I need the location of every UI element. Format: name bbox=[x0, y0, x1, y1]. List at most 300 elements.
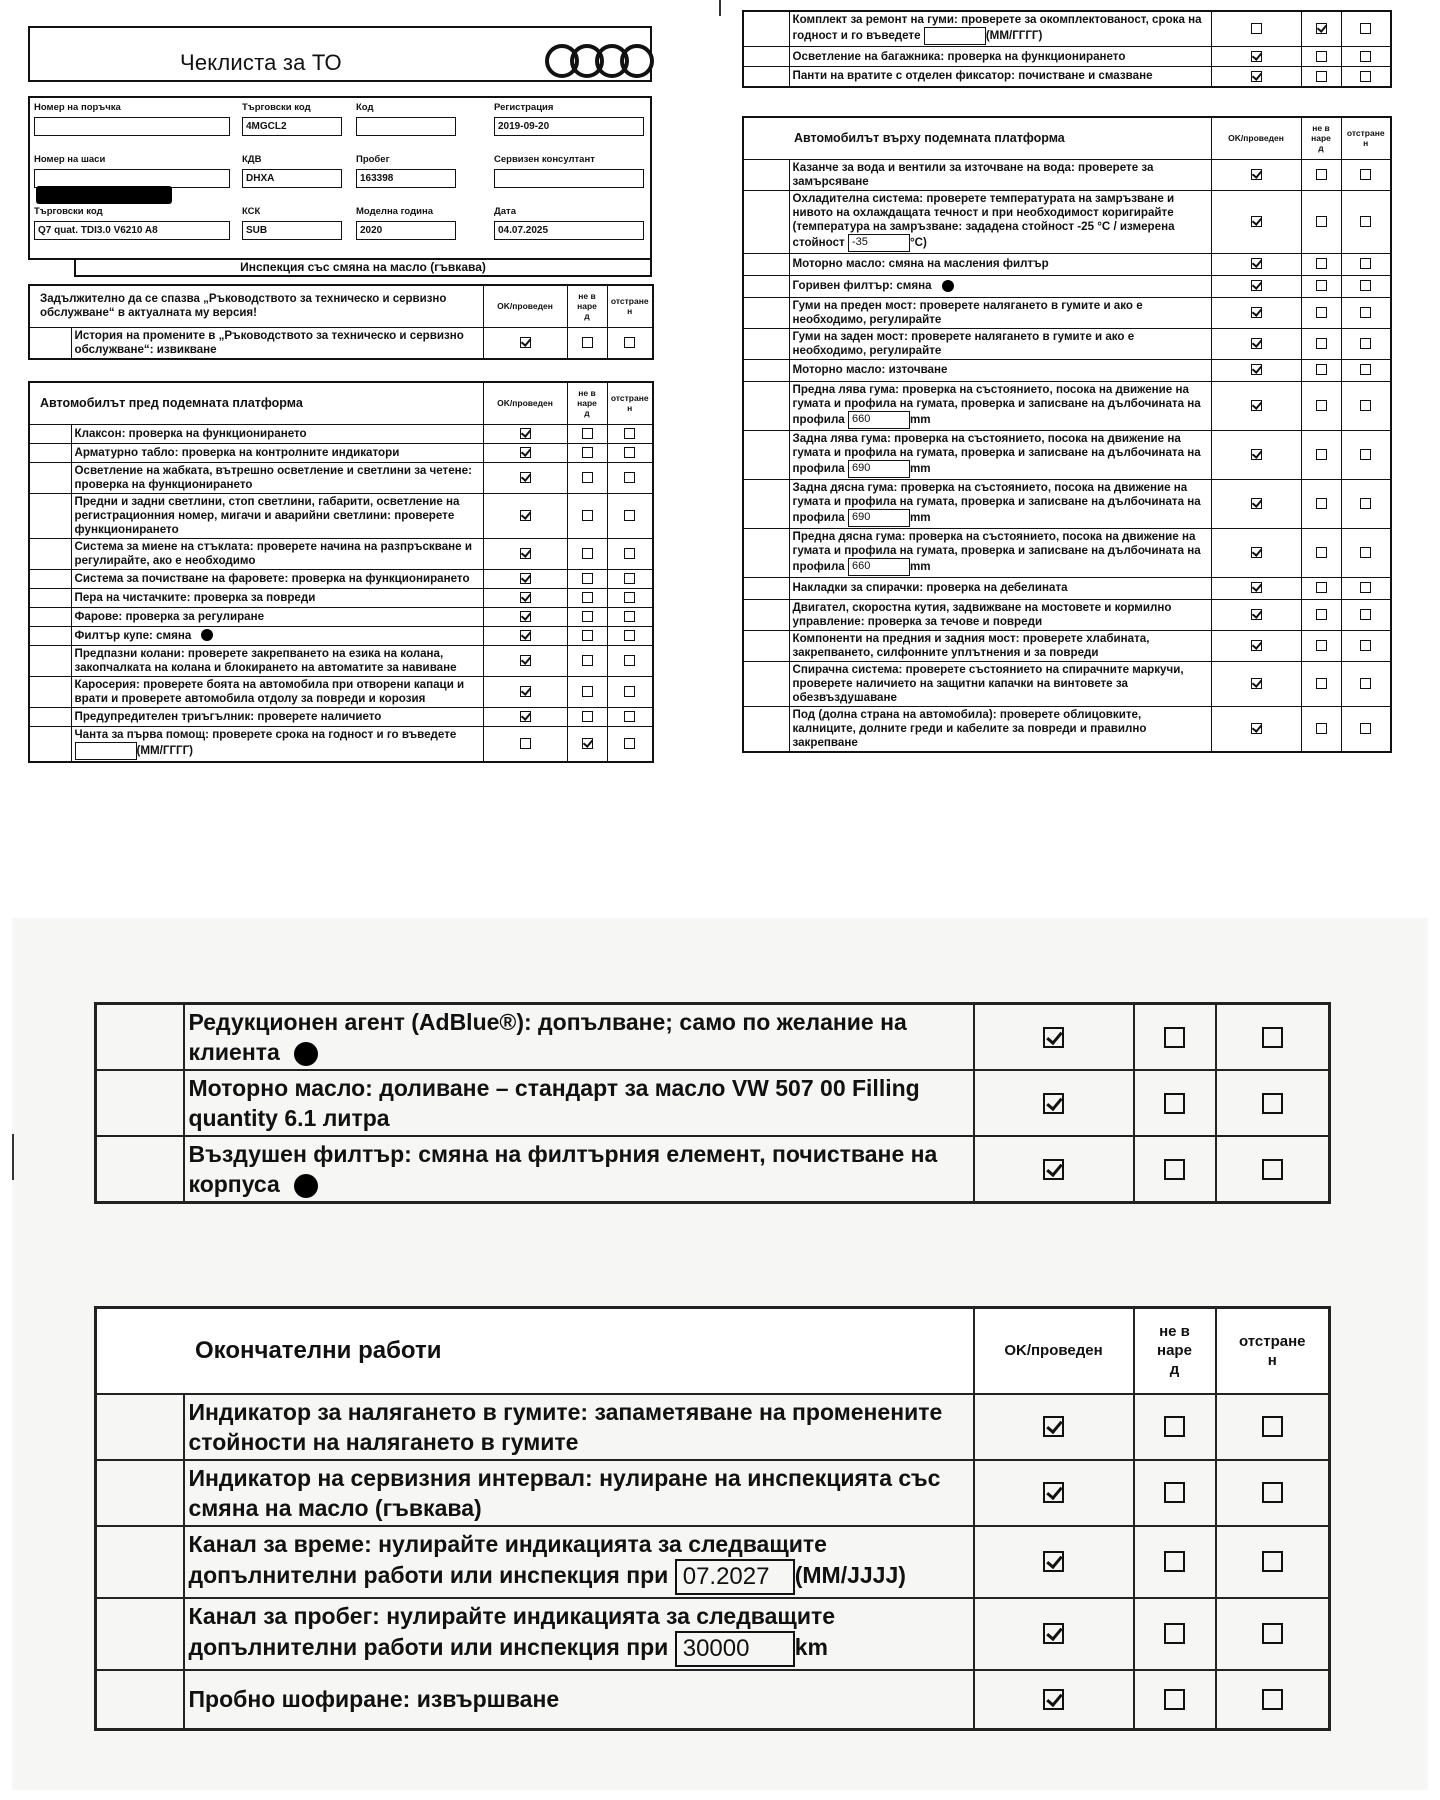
checkbox-fixed[interactable] bbox=[1360, 582, 1371, 593]
field-label: Регистрация bbox=[494, 102, 554, 113]
row-margin-cell bbox=[743, 11, 789, 47]
checkbox-cell bbox=[1341, 359, 1391, 381]
checkbox-fixed[interactable] bbox=[1360, 723, 1371, 734]
checkbox-cell bbox=[607, 676, 653, 707]
row-text-cell bbox=[71, 645, 483, 676]
checkbox-cell bbox=[1211, 11, 1301, 47]
checkbox-cell bbox=[567, 707, 607, 726]
row-value-input[interactable] bbox=[924, 27, 986, 45]
checkbox-fixed[interactable] bbox=[1262, 1093, 1283, 1114]
checkbox-cell bbox=[974, 1004, 1134, 1071]
mandatory-dot-icon bbox=[294, 1042, 318, 1066]
checkbox-ok[interactable] bbox=[1251, 723, 1262, 734]
field-value bbox=[34, 117, 230, 136]
checkbox-fixed[interactable] bbox=[624, 337, 635, 348]
checklist-row bbox=[29, 443, 653, 462]
checkbox-fixed[interactable] bbox=[624, 655, 635, 666]
row-label: Канал за пробег: нулирайте индикацията за следващите допълнителни работи или инспекция при bbox=[188, 1602, 836, 1660]
row-value-unit: (ММ/ГГГГ) bbox=[136, 743, 194, 757]
row-value-input[interactable]: 690 bbox=[848, 460, 910, 478]
checkbox-cell bbox=[483, 569, 567, 588]
field-value bbox=[356, 117, 456, 136]
checkbox-not-ok[interactable] bbox=[1316, 678, 1327, 689]
checkbox-ok[interactable] bbox=[1043, 1416, 1064, 1437]
checkbox-cell bbox=[483, 327, 567, 359]
checklist-row bbox=[743, 479, 1391, 528]
checklist-row bbox=[743, 297, 1391, 328]
row-text-cell bbox=[71, 424, 483, 443]
checkbox-not-ok[interactable] bbox=[582, 738, 593, 749]
checkbox-not-ok[interactable] bbox=[1316, 400, 1327, 411]
checkbox-fixed[interactable] bbox=[1360, 498, 1371, 509]
checkbox-cell bbox=[1134, 1598, 1216, 1670]
col-not-ok: не в наре д bbox=[567, 285, 607, 327]
checkbox-ok[interactable] bbox=[520, 548, 531, 559]
row-text-cell bbox=[184, 1598, 974, 1670]
checkbox-ok[interactable] bbox=[1043, 1623, 1064, 1644]
checkbox-fixed[interactable] bbox=[1262, 1623, 1283, 1644]
row-margin-cell bbox=[743, 190, 789, 253]
checklist-page-1 bbox=[20, 16, 660, 871]
checkbox-ok[interactable] bbox=[520, 337, 531, 348]
field-value bbox=[494, 169, 644, 188]
row-margin-cell bbox=[743, 630, 789, 661]
col-fixed: отстране н bbox=[607, 382, 653, 424]
checkbox-not-ok[interactable] bbox=[1316, 498, 1327, 509]
checkbox-cell bbox=[567, 588, 607, 607]
checkbox-ok[interactable] bbox=[1251, 364, 1262, 375]
checklist-row bbox=[743, 159, 1391, 190]
field-label: Номер на поръчка bbox=[34, 102, 121, 113]
field-label: КСК bbox=[242, 206, 261, 217]
checkbox-not-ok[interactable] bbox=[1316, 449, 1327, 460]
row-text-cell bbox=[71, 538, 483, 569]
row-margin-cell bbox=[29, 588, 71, 607]
checkbox-ok[interactable] bbox=[1251, 307, 1262, 318]
checkbox-cell bbox=[1211, 706, 1301, 752]
row-text-cell bbox=[71, 726, 483, 762]
model-code-field bbox=[34, 206, 230, 240]
row-value-unit: mm bbox=[910, 510, 931, 524]
checkbox-cell bbox=[1301, 275, 1341, 297]
row-label: Охладителна система: проверете температурата на замръзване и нивото на охлаждащата течност и при необходимост коригирайте (температура на замръзване: зададена стойност -25 °С / измерена стойност bbox=[792, 191, 1175, 249]
checkbox-fixed[interactable] bbox=[624, 592, 635, 603]
checkbox-fixed[interactable] bbox=[1262, 1159, 1283, 1180]
on-lift-table bbox=[742, 116, 1392, 753]
row-margin-cell bbox=[743, 297, 789, 328]
checkbox-ok[interactable] bbox=[1043, 1689, 1064, 1710]
checkbox-ok[interactable] bbox=[1251, 678, 1262, 689]
checkbox-fixed[interactable] bbox=[1360, 71, 1371, 82]
checkbox-fixed[interactable] bbox=[1360, 400, 1371, 411]
checkbox-cell bbox=[1211, 430, 1301, 479]
checkbox-fixed[interactable] bbox=[1360, 609, 1371, 620]
checkbox-fixed[interactable] bbox=[1360, 338, 1371, 349]
row-label: Осветление на жабката, вътрешно осветление и светлини за четене: проверка на функционирането bbox=[74, 463, 472, 491]
mileage-field bbox=[356, 154, 456, 188]
checkbox-not-ok[interactable] bbox=[1164, 1027, 1185, 1048]
checkbox-not-ok[interactable] bbox=[582, 686, 593, 697]
checkbox-not-ok[interactable] bbox=[1164, 1623, 1185, 1644]
row-margin-cell bbox=[96, 1070, 184, 1136]
row-text-cell bbox=[789, 190, 1211, 253]
service-consultant-field bbox=[494, 154, 644, 188]
row-label: Система за почистване на фаровете: проверка на функционирането bbox=[74, 571, 470, 585]
checkbox-fixed[interactable] bbox=[624, 472, 635, 483]
checkbox-cell bbox=[607, 424, 653, 443]
checkbox-ok[interactable] bbox=[520, 428, 531, 439]
checkbox-cell bbox=[1301, 159, 1341, 190]
checkbox-not-ok[interactable] bbox=[1316, 582, 1327, 593]
row-margin-cell bbox=[96, 1394, 184, 1460]
checkbox-fixed[interactable] bbox=[624, 711, 635, 722]
row-label: Чанта за първа помощ: проверете срока на годност и го въведете bbox=[74, 727, 457, 741]
checkbox-fixed[interactable] bbox=[1360, 547, 1371, 558]
checkbox-ok[interactable] bbox=[1251, 280, 1262, 291]
checkbox-fixed[interactable] bbox=[1360, 307, 1371, 318]
checkbox-fixed[interactable] bbox=[624, 510, 635, 521]
checkbox-not-ok[interactable] bbox=[582, 428, 593, 439]
trade-code-field bbox=[242, 102, 342, 136]
checkbox-fixed[interactable] bbox=[1360, 280, 1371, 291]
checklist-row bbox=[743, 661, 1391, 706]
checkbox-not-ok[interactable] bbox=[1164, 1551, 1185, 1572]
checkbox-fixed[interactable] bbox=[1262, 1551, 1283, 1572]
checkbox-ok[interactable] bbox=[1251, 51, 1262, 62]
checkbox-fixed[interactable] bbox=[1360, 678, 1371, 689]
checkbox-fixed[interactable] bbox=[624, 573, 635, 584]
checkbox-cell bbox=[1341, 328, 1391, 359]
row-margin-cell bbox=[743, 479, 789, 528]
checkbox-ok[interactable] bbox=[520, 592, 531, 603]
checkbox-ok[interactable] bbox=[1251, 400, 1262, 411]
checkbox-not-ok[interactable] bbox=[1316, 364, 1327, 375]
row-label: Комплект за ремонт на гуми: проверете за окомплектованост, срока на годност и го въведете bbox=[792, 13, 1202, 43]
checkbox-not-ok[interactable] bbox=[582, 573, 593, 584]
mandatory-dot-icon bbox=[201, 629, 213, 641]
checkbox-cell bbox=[607, 462, 653, 493]
checkbox-ok[interactable] bbox=[1251, 258, 1262, 269]
row-margin-cell bbox=[29, 327, 71, 359]
vehicle-info-grid bbox=[28, 96, 652, 260]
checkbox-not-ok[interactable] bbox=[1316, 640, 1327, 651]
page-title: Чеклиста за ТО bbox=[180, 50, 342, 75]
checkbox-ok[interactable] bbox=[1251, 71, 1262, 82]
checkbox-ok[interactable] bbox=[1251, 547, 1262, 558]
checkbox-cell bbox=[1301, 11, 1341, 47]
code-field bbox=[356, 102, 456, 136]
col-not-ok: не в наре д bbox=[567, 382, 607, 424]
checklist-row bbox=[743, 599, 1391, 630]
row-label: Канал за време: нулирайте индикацията за следващите допълнителни работи или инспекция при bbox=[188, 1530, 827, 1588]
row-text-cell bbox=[789, 430, 1211, 479]
checkbox-cell bbox=[1211, 661, 1301, 706]
checkbox-cell bbox=[974, 1670, 1134, 1730]
checkbox-cell bbox=[1216, 1526, 1330, 1598]
checkbox-cell bbox=[1134, 1670, 1216, 1730]
checkbox-ok[interactable] bbox=[520, 510, 531, 521]
row-margin-cell bbox=[96, 1670, 184, 1730]
checkbox-not-ok[interactable] bbox=[1316, 71, 1327, 82]
col-not-ok: не в наре д bbox=[1301, 117, 1341, 159]
checkbox-fixed[interactable] bbox=[1360, 640, 1371, 651]
checkbox-ok[interactable] bbox=[1251, 582, 1262, 593]
row-text-cell bbox=[184, 1394, 974, 1460]
row-label: Арматурно табло: проверка на контролните индикатори bbox=[74, 445, 400, 459]
checkbox-cell bbox=[1134, 1070, 1216, 1136]
field-value: 04.07.2025 bbox=[494, 221, 644, 240]
checkbox-cell bbox=[1341, 159, 1391, 190]
checkbox-fixed[interactable] bbox=[624, 447, 635, 458]
checkbox-not-ok[interactable] bbox=[1164, 1093, 1185, 1114]
field-label: Дата bbox=[494, 206, 516, 217]
row-value-unit: (MM/JJJJ) bbox=[794, 1561, 906, 1588]
checkbox-not-ok[interactable] bbox=[1316, 723, 1327, 734]
section-title: Автомобилът пред подемната платформа bbox=[29, 382, 483, 424]
col-not-ok: не в наре д bbox=[1134, 1308, 1216, 1394]
row-label: Казанче за вода и вентили за източване на вода: проверете за замърсяване bbox=[792, 160, 1154, 188]
checkbox-not-ok[interactable] bbox=[1316, 51, 1327, 62]
checkbox-not-ok[interactable] bbox=[1164, 1482, 1185, 1503]
row-value-input[interactable]: 660 bbox=[848, 411, 910, 429]
checkbox-ok[interactable] bbox=[520, 447, 531, 458]
row-label: Двигател, скоростна кутия, задвижване на мостовете и кормилно управление: проверка за течове и повреди bbox=[792, 600, 1172, 628]
checklist-row bbox=[743, 328, 1391, 359]
row-value-input[interactable]: 690 bbox=[848, 509, 910, 527]
row-text-cell bbox=[71, 707, 483, 726]
row-value-input[interactable]: 660 bbox=[848, 558, 910, 576]
checkbox-not-ok[interactable] bbox=[1316, 547, 1327, 558]
checkbox-fixed[interactable] bbox=[1262, 1689, 1283, 1710]
checkbox-not-ok[interactable] bbox=[582, 447, 593, 458]
checklist-row bbox=[29, 493, 653, 538]
checkbox-cell bbox=[1134, 1394, 1216, 1460]
checkbox-not-ok[interactable] bbox=[1316, 609, 1327, 620]
checkbox-not-ok[interactable] bbox=[1316, 307, 1327, 318]
checkbox-ok[interactable] bbox=[1251, 449, 1262, 460]
checkbox-not-ok[interactable] bbox=[582, 611, 593, 622]
checkbox-ok[interactable] bbox=[1043, 1482, 1064, 1503]
checkbox-fixed[interactable] bbox=[624, 548, 635, 559]
checkbox-not-ok[interactable] bbox=[582, 510, 593, 521]
checkbox-cell bbox=[1211, 253, 1301, 275]
row-text-cell bbox=[184, 1460, 974, 1526]
checklist-row bbox=[29, 424, 653, 443]
checkbox-cell bbox=[483, 607, 567, 626]
row-text-cell bbox=[789, 275, 1211, 297]
checkbox-not-ok[interactable] bbox=[1164, 1416, 1185, 1437]
row-margin-cell bbox=[96, 1460, 184, 1526]
checkbox-cell bbox=[974, 1136, 1134, 1203]
checkbox-not-ok[interactable] bbox=[1316, 23, 1327, 34]
row-margin-cell bbox=[743, 381, 789, 430]
row-label: Спирачна система: проверете състоянието на спирачните маркучи, проверете наличието на защитни капачки на винтовете за обезвъздушаване bbox=[792, 662, 1184, 704]
checkbox-fixed[interactable] bbox=[1360, 364, 1371, 375]
row-margin-cell bbox=[743, 577, 789, 599]
checkbox-ok[interactable] bbox=[1043, 1027, 1064, 1048]
checkbox-not-ok[interactable] bbox=[582, 592, 593, 603]
checkbox-not-ok[interactable] bbox=[582, 711, 593, 722]
checkbox-fixed[interactable] bbox=[624, 686, 635, 697]
checkbox-fixed[interactable] bbox=[624, 611, 635, 622]
checkbox-fixed[interactable] bbox=[1360, 216, 1371, 227]
row-label: Моторно масло: доливане – стандарт за масло VW 507 00 Filling quantity 6.1 литра bbox=[188, 1075, 920, 1131]
row-margin-cell bbox=[29, 607, 71, 626]
checkbox-cell bbox=[1216, 1070, 1330, 1136]
checkbox-fixed[interactable] bbox=[1360, 23, 1371, 34]
checkbox-cell bbox=[483, 424, 567, 443]
field-value: 163398 bbox=[356, 169, 456, 188]
checkbox-not-ok[interactable] bbox=[1316, 338, 1327, 349]
scan-edge-mark bbox=[719, 0, 721, 16]
checkbox-cell bbox=[607, 726, 653, 762]
row-text-cell bbox=[71, 493, 483, 538]
model-year-field bbox=[356, 206, 456, 240]
checkbox-fixed[interactable] bbox=[1262, 1027, 1283, 1048]
checkbox-ok[interactable] bbox=[1251, 498, 1262, 509]
checkbox-fixed[interactable] bbox=[1262, 1482, 1283, 1503]
checkbox-cell bbox=[1341, 67, 1391, 87]
checkbox-not-ok[interactable] bbox=[1316, 169, 1327, 180]
checkbox-not-ok[interactable] bbox=[582, 655, 593, 666]
row-margin-cell bbox=[743, 159, 789, 190]
checklist-row bbox=[29, 588, 653, 607]
section-title: Задължително да се спазва „Ръководството за техническо и сервизно обслужване“ в актуалната му версия! bbox=[29, 285, 483, 327]
checkbox-ok[interactable] bbox=[1251, 338, 1262, 349]
row-text-cell bbox=[789, 253, 1211, 275]
checkbox-ok[interactable] bbox=[520, 630, 531, 641]
checkbox-not-ok[interactable] bbox=[1164, 1689, 1185, 1710]
checkbox-cell bbox=[607, 569, 653, 588]
checkbox-not-ok[interactable] bbox=[582, 630, 593, 641]
checkbox-not-ok[interactable] bbox=[582, 337, 593, 348]
row-margin-cell bbox=[29, 626, 71, 645]
row-label: Редукционен агент (AdBlue®): допълване; само по желание на клиента bbox=[188, 1009, 907, 1065]
registration-field bbox=[494, 102, 644, 136]
checkbox-cell bbox=[1341, 528, 1391, 577]
checkbox-ok[interactable] bbox=[1043, 1551, 1064, 1572]
four-rings-logo bbox=[544, 41, 654, 81]
checkbox-fixed[interactable] bbox=[1360, 258, 1371, 269]
row-margin-cell bbox=[96, 1136, 184, 1203]
row-text-cell bbox=[71, 626, 483, 645]
checkbox-fixed[interactable] bbox=[1262, 1416, 1283, 1437]
checkbox-cell bbox=[607, 607, 653, 626]
row-text-cell bbox=[789, 159, 1211, 190]
checkbox-cell bbox=[483, 676, 567, 707]
checkbox-ok[interactable] bbox=[520, 472, 531, 483]
checkbox-fixed[interactable] bbox=[624, 630, 635, 641]
checkbox-cell bbox=[567, 569, 607, 588]
checkbox-ok[interactable] bbox=[1251, 169, 1262, 180]
row-value-input[interactable]: 07.2027 bbox=[675, 1559, 795, 1595]
row-label: Предна дясна гума: проверка на състоянието, посока на движение на гумата и профила на гумата, проверка и записване на дълбочината на профила bbox=[792, 529, 1201, 573]
checkbox-cell bbox=[607, 493, 653, 538]
field-label: Търговски код bbox=[34, 206, 103, 217]
checkbox-cell bbox=[607, 707, 653, 726]
checkbox-ok[interactable] bbox=[1043, 1159, 1064, 1180]
checklist-row bbox=[96, 1004, 1330, 1071]
row-margin-cell bbox=[743, 430, 789, 479]
checkbox-cell bbox=[1301, 190, 1341, 253]
row-text-cell bbox=[789, 359, 1211, 381]
checklist-row bbox=[743, 11, 1391, 47]
checkbox-fixed[interactable] bbox=[624, 428, 635, 439]
row-label: Компоненти на предния и задния мост: проверете хлабината, закрепването, силфонните уплътнения и за повреди bbox=[792, 631, 1150, 659]
checkbox-ok[interactable] bbox=[520, 655, 531, 666]
checkbox-not-ok[interactable] bbox=[1316, 258, 1327, 269]
checkbox-cell bbox=[1301, 599, 1341, 630]
checkbox-cell bbox=[1211, 381, 1301, 430]
row-text-cell bbox=[789, 630, 1211, 661]
checklist-row bbox=[743, 67, 1391, 87]
checkbox-fixed[interactable] bbox=[1360, 449, 1371, 460]
checkbox-cell bbox=[1341, 430, 1391, 479]
checklist-row bbox=[29, 626, 653, 645]
row-margin-cell bbox=[743, 328, 789, 359]
checkbox-not-ok[interactable] bbox=[582, 548, 593, 559]
checkbox-fixed[interactable] bbox=[1360, 169, 1371, 180]
checkbox-cell bbox=[1341, 275, 1391, 297]
row-value-input[interactable]: -35 bbox=[848, 234, 910, 252]
row-label: Клаксон: проверка на функционирането bbox=[74, 426, 307, 440]
row-margin-cell bbox=[29, 645, 71, 676]
row-value-input[interactable]: 30000 bbox=[675, 1631, 795, 1667]
checkbox-cell bbox=[1341, 599, 1391, 630]
checkbox-cell bbox=[1216, 1670, 1330, 1730]
checkbox-fixed[interactable] bbox=[624, 738, 635, 749]
checkbox-ok[interactable] bbox=[520, 738, 531, 749]
checkbox-not-ok[interactable] bbox=[1316, 280, 1327, 291]
col-ok: OK/проведен bbox=[483, 285, 567, 327]
checkbox-cell bbox=[1211, 359, 1301, 381]
checklist-row bbox=[743, 359, 1391, 381]
row-label: Осветление на багажника: проверка на функционирането bbox=[792, 49, 1126, 63]
row-margin-cell bbox=[743, 599, 789, 630]
checkbox-ok[interactable] bbox=[1251, 640, 1262, 651]
col-ok: OK/проведен bbox=[974, 1308, 1134, 1394]
checkbox-ok[interactable] bbox=[1251, 609, 1262, 620]
row-margin-cell bbox=[29, 707, 71, 726]
row-label: Система за миене на стъклата: проверете начина на разпръскване и регулирайте, ако е необходимо bbox=[74, 539, 472, 567]
checkbox-ok[interactable] bbox=[1251, 216, 1262, 227]
checkbox-not-ok[interactable] bbox=[582, 472, 593, 483]
mandatory-dot-icon bbox=[942, 280, 954, 292]
checklist-row bbox=[96, 1598, 1330, 1670]
row-text-cell bbox=[789, 328, 1211, 359]
checkbox-cell bbox=[483, 538, 567, 569]
checkbox-ok[interactable] bbox=[520, 573, 531, 584]
checklist-row bbox=[96, 1070, 1330, 1136]
row-label: Предпазни колани: проверете закрепването на езика на колана, закопчалката на колана и блокирането на автоматите за навиване bbox=[74, 646, 457, 674]
checkbox-cell bbox=[483, 626, 567, 645]
col-fixed: отстране н bbox=[607, 285, 653, 327]
checkbox-ok[interactable] bbox=[520, 686, 531, 697]
checkbox-ok[interactable] bbox=[1251, 23, 1262, 34]
checkbox-cell bbox=[607, 443, 653, 462]
checklist-row bbox=[743, 275, 1391, 297]
row-value-input[interactable] bbox=[75, 742, 137, 760]
mandatory-dot-icon bbox=[294, 1174, 318, 1198]
checkbox-cell bbox=[1211, 630, 1301, 661]
checkbox-ok[interactable] bbox=[520, 611, 531, 622]
checkbox-fixed[interactable] bbox=[1360, 51, 1371, 62]
checkbox-ok[interactable] bbox=[520, 711, 531, 722]
checkbox-not-ok[interactable] bbox=[1316, 216, 1327, 227]
checkbox-not-ok[interactable] bbox=[1164, 1159, 1185, 1180]
checkbox-ok[interactable] bbox=[1043, 1093, 1064, 1114]
row-label: Панти на вратите с отделен фиксатор: почистване и смазване bbox=[792, 69, 1153, 83]
